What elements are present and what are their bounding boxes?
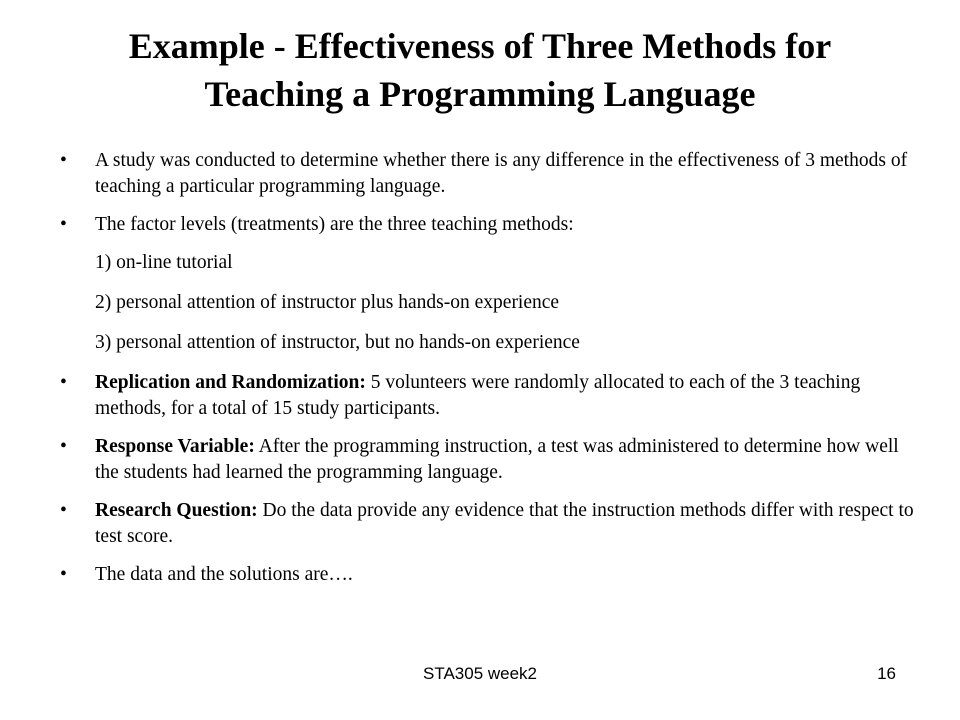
bullet-study-description [60, 148, 920, 200]
slide-title [40, 22, 920, 118]
footer-page-number: 16 [877, 664, 896, 683]
bullet-data-solutions-text: The data and the solutions are…. [95, 564, 353, 585]
method-item-3-text: 3) personal attention of instructor, but no hands-on experience [95, 332, 580, 353]
bullet-response-variable [60, 434, 920, 486]
method-item-3 [60, 330, 920, 356]
method-item-1-text: 1) on-line tutorial [95, 252, 233, 273]
bullet-research-question-label: Research Question: [95, 500, 258, 521]
slide-title-line-2: Teaching a Programming Language [204, 74, 756, 114]
slide-title-line-1: Example - Effectiveness of Three Methods for [128, 26, 832, 66]
bullet-replication [60, 370, 920, 422]
bullet-research-question-text: Do the data provide any evidence that the instruction methods differ with respect to test score. [95, 500, 914, 547]
bullet-study-description-text: A study was conducted to determine whether there is any difference in the effectiveness of 3 methods of teaching a particular programming language. [95, 150, 908, 197]
bullet-data-solutions [60, 562, 920, 588]
bullet-response-variable-label: Response Variable: [95, 436, 255, 457]
method-item-2 [60, 290, 920, 316]
method-item-1 [60, 250, 920, 276]
bullet-research-question [60, 498, 920, 550]
bullet-factor-levels-text: The factor levels (treatments) are the three teaching methods: [95, 214, 574, 235]
footer-course: STA305 week2 [422, 664, 538, 683]
bullet-replication-text: 5 volunteers were randomly allocated to each of the 3 teaching methods, for a total of 15 study participants. [95, 372, 861, 419]
bullet-replication-label: Replication and Randomization: [95, 372, 366, 393]
bullet-response-variable-text: After the programming instruction, a test was administered to determine how well the students had learned the programming language. [95, 436, 899, 483]
slide-body [60, 148, 920, 600]
method-item-2-text: 2) personal attention of instructor plus hands-on experience [95, 292, 560, 313]
bullet-factor-levels [60, 212, 920, 238]
